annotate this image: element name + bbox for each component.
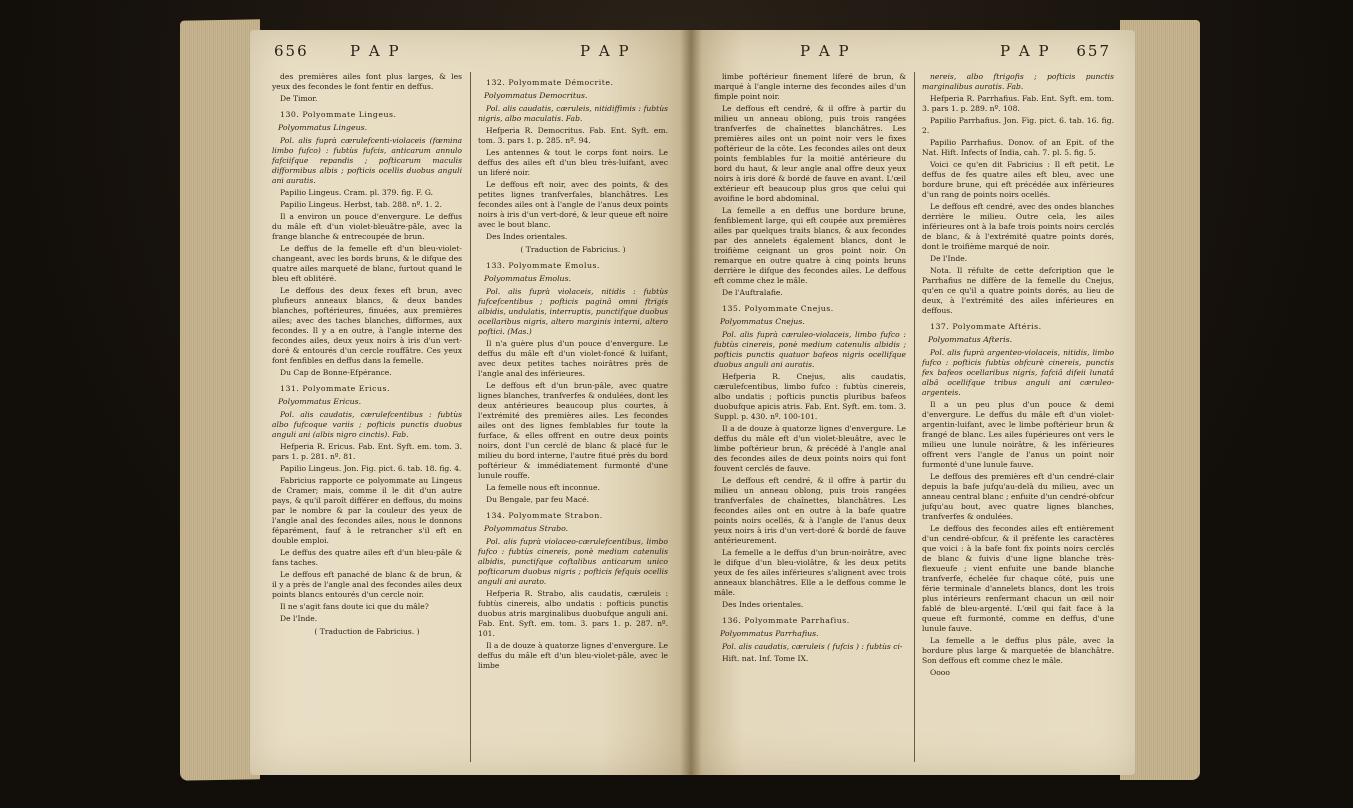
paragraph: Hefperia R. Parrhafius. Fab. Ent. Syft. em. tom. 3. pars 1. p. 289. nº. 108. (922, 94, 1114, 113)
paragraph: Du Bengale, par feu Macé. (486, 495, 590, 504)
latin-diagnosis: Pol. alis fuprà argenteo-violaceis, nitidis, limbo fufco : pofticis fubtùs obfcurè cinereis, punctis fex bafeos ocellaribus nigris, fafciâ difeii lunatâ albâ ocellifque tribus anguli ani cæruleo-argenteis. (922, 348, 1114, 397)
genus-name: Polyommatus Ericus. (278, 397, 362, 406)
paragraph: La femelle a le deffus plus pâle, avec la bordure plus large & marquetée de blanchâtre. Son deffous eft comme chez le mâle. (922, 636, 1114, 665)
attribution: ( Traduction de Fabricius. ) (314, 627, 420, 636)
entry-heading: 137. Polyommate Aftéris. (930, 322, 1042, 331)
genus-name: Polyommatus Strabo. (484, 524, 569, 533)
latin-diagnosis: Pol. alis fuprà violaceis, nitidis : fubtùs fufcefcentibus ; pofticis paginâ omni ftrigis albidis, undulatis, interruptis, punctifque duobus ocellaribus nigris, altero marginis interni, altero poftici. (Mas.) (478, 287, 668, 336)
paragraph: De l'Inde. (930, 254, 968, 263)
paragraph: Papilio Lingeus. Herbst, tab. 288. nº. 1. 2. (280, 200, 442, 209)
paragraph: Le deffous eft cendré, & il offre à partir du milieu un anneau oblong, puis trois rangées tranfverfes de chaînettes blanchâtres. Les premières ailes ont un point noir vers le fixes poftérieur de la côte. Les fecondes ailes ont deux points femblables fur la moitié antérieure du bord du haut, & leur angle anal offre deux yeux noirs à iris doré & bordé de fauve en avant. L'œil extérieur eft beaucoup plus gros que celui qui avoifine le bord abdominal. (714, 104, 906, 203)
paragraph: Le deffous eft cendré, & il offre à partir du milieu un anneau oblong, puis trois rangées tranfverfales de chaînettes, blanchâtres. Les fecondes ailes ont en outre à la bafe quatre points noirs ocellés, & à l'angle de l'anus deux yeux noirs à iris d'un vert-doré & bordé de fauve antérieurement. (714, 476, 906, 545)
paragraph: Fabricius rapporte ce polyommate au Lingeus de Cramer; mais, comme il le dit d'un autre pays, & qu'il paroît différer en deffous, du moins par le nombre & par la couleur des yeux de l'angle anal des fecondes ailes, nous le donnons féparément, fauf à le retrancher s'il eft en double emploi. (272, 476, 462, 545)
paragraph: Le deffous eft cendré, avec des ondes blanches derrière le milieu. Outre cela, les ailes inférieures ont à la bafe trois points noirs cerclés de blanc, & à l'extrémité quatre points dorés, dont le troifième marqué de noir. (922, 202, 1114, 251)
paragraph: Hefperia R. Democritus. Fab. Ent. Syft. em. tom. 3. pars 1. p. 285. nº. 94. (478, 126, 668, 145)
paragraph: Les antennes & tout le corps font noirs. Le deffus des ailes eft d'un bleu très-luifant, avec un liferé noir. (478, 148, 668, 177)
paragraph: des premières ailes font plus larges, & les yeux des fecondes le font fentir en deffus. (272, 72, 462, 91)
genus-name: Polyommatus Parrhafius. (720, 629, 819, 638)
paragraph: Il ne s'agit fans doute ici que du mâle? (280, 602, 429, 611)
paragraph: Hift. nat. Inf. Tome IX. (722, 654, 809, 663)
paragraph: limbe poftérieur finement liferé de brun, & marqué à l'angle interne des fecondes ailes d'un fimple point noir. (714, 72, 906, 101)
paragraph: Il a de douze à quatorze lignes d'envergure. Le deffus du mâle eft d'un bleu-violet-pâle, avec le limbe (478, 641, 668, 670)
paragraph: Hefperia R. Strabo, alis caudatis, cæruleis : fubtùs cinereis, albo undatis : pofticis punctis duobus atris marginalibus duobufque anguli ani. Fab. Ent. Syft. em. tom. 3. pars 1. p. 287. nº. 101. (478, 589, 668, 638)
paragraph: Hefperia R. Ericus. Fab. Ent. Syft. em. tom. 3. pars 1. p. 281. nº. 81. (272, 442, 462, 461)
entry-heading: 132. Polyommate Démocrite. (486, 78, 614, 87)
paragraph: Nota. Il réfulte de cette defcription que le Parrhafius ne diffère de la femelle du Cnejus, qu'en ce qu'il a quatre points dorés, au lieu de deux, à l'extrémité des ailes inférieures en deffous. (922, 266, 1114, 315)
paragraph: Hefperia R. Cnejus, alis caudatis, cærulefcentibus, limbo fufco : fubtùs cinereis, albo undatis ; pofticis punctis pluribus bafeos duobufque apicis atris. Fab. Ent. Syft. em. tom. 3. Suppl. p. 430. nº. 100-101. (714, 372, 906, 421)
paragraph: De l'Inde. (280, 614, 318, 623)
right-page-header (710, 42, 1115, 64)
paragraph: Il a de douze à quatorze lignes d'envergure. Le deffus du mâle eft d'un violet-bleuâtre, avec le limbe poftérieur brun, & précédé à l'angle anal des fecondes ailes de deux points noirs qui font fouvent cerclés de fauve. (714, 424, 906, 473)
paragraph: Du Cap de Bonne-Efpérance. (280, 368, 392, 377)
left-header-title-left: P A P (350, 42, 401, 60)
paragraph: Papilio Lingeus. Jon. Fig. pict. 6. tab. 18. fig. 4. (280, 464, 462, 473)
paragraph: Le deffous eft d'un brun-pâle, avec quatre lignes blanches, tranfverfes & ondulées, dont les deux antérieures beaucoup plus courtes, à l'extrémité des premières ailes. Les fecondes ailes ont des lignes femblables fur toute la furface, & elles offrent en outre deux points noirs, dont l'un cerclé de blanc & placé fur le milieu du bord interne, l'autre fitué près du bord poftérieur & immédiatement furmonté d'une lunule rouffe. (478, 381, 668, 480)
column-rule (914, 72, 915, 762)
paragraph: Il a environ un pouce d'envergure. Le deffus du mâle eft d'un violet-bleuâtre-pâle, avec la frange blanche & entrecoupée de brun. (272, 212, 462, 241)
paragraph: La femelle a en deffus une bordure brune, fenfiblement large, qui eft coupée aux premières ailes par quelques traits blancs, & aux fecondes par des annelets également blancs, dont le troifième ceignant un gros point noir. On remarque en outre quatre à cinq points bruns derrière le difque des fecondes ailes. Le deffous eft comme chez le mâle. (714, 206, 906, 285)
book-gutter (680, 30, 702, 775)
paragraph: Le deffous des fecondes ailes eft entièrement d'un cendré-obfcur, & il préfente les caractères que voici : à la bafe font fix points noirs cerclés de blanc & fuivis d'une ligne blanche très-flexueufe ; vient enfuite une bande blanche tranfverfe, échelée fur chaque côté, puis une férie terminale d'annelets blancs, dont les trois plus intérieurs renfermant chacun un œil noir fablé de bleu-argenté. L'œil qui fait face à la queue eft furmonté, comme en deffus, d'une lunule fauve. (922, 524, 1114, 633)
left-page-column-2 (478, 72, 668, 673)
right-page (690, 30, 1135, 775)
genus-name: Polyommatus Cnejus. (720, 317, 805, 326)
paragraph: Papilio Lingeus. Cram. pl. 379. fig. F. G. (280, 188, 434, 197)
genus-name: Polyommatus Democritus. (484, 91, 588, 100)
paragraph: Le deffous des deux fexes eft brun, avec plufieurs anneaux blancs, & deux bandes blanches, poftérieures, finuées, aux premières ailes; avec des taches blanches, difformes, aux fecondes. Il y a en outre, à l'angle interne des fecondes ailes, deux yeux noirs à iris d'un vert-doré & entourés d'un cercle rouffâtre. Ces yeux font fenfibles en deffus dans la femelle. (272, 286, 462, 365)
paragraph: Le deffous eft panaché de blanc & de brun, & il y a près de l'angle anal des fecondes ailes deux points blancs entourés d'un cercle noir. (272, 570, 462, 599)
paragraph: La femelle nous eft inconnue. (486, 483, 600, 492)
left-page-column-1 (272, 72, 462, 640)
paragraph: Le deffus des quatre ailes eft d'un bleu-pâle & fans taches. (272, 548, 462, 567)
entry-heading: 136. Polyommate Parrhafius. (722, 616, 850, 625)
entry-heading: 134. Polyommate Strabon. (486, 511, 603, 520)
left-page-number: 656 (274, 42, 309, 60)
entry-heading: 133. Polyommate Emolus. (486, 261, 600, 270)
genus-name: Polyommatus Lingeus. (278, 123, 368, 132)
column-rule (470, 72, 471, 762)
right-page-number: 657 (1076, 42, 1111, 60)
right-header-title-left: P A P (800, 42, 851, 60)
genus-name: Polyommatus Afteris. (928, 335, 1013, 344)
paragraph: Le deffus de la femelle eft d'un bleu-violet-changeant, avec les bords bruns, & le difque des quatre ailes marqueté de blanc, furtout quand le bleu eft oblitéré. (272, 244, 462, 283)
paragraph: De l'Auftralafie. (722, 288, 783, 297)
paragraph: Voici ce qu'en dit Fabricius : Il eft petit. Le deffus de fes quatre ailes eft bleu, avec une bordure brune, qui eft précédée aux inférieures d'un rang de points noirs ocellés. (922, 160, 1114, 199)
latin-diagnosis: Pol. alis caudatis, cærulefcentibus : fubtùs albo fufcoque variis ; pofticis punctis duobus anguli ani (albis nigro cinctis). Fab. (272, 410, 462, 439)
page-edges-left (180, 19, 260, 780)
paragraph: Le deffous des premières eft d'un cendré-clair depuis la bafe jufqu'au-delà du milieu, avec un anneau central blanc ; enfuite d'un cendré-obfcur jufqu'au bout, avec quatre lignes blanches, tranfverfes & ondulées. (922, 472, 1114, 521)
paragraph: Papilio Parrhafius. Jon. Fig. pict. 6. tab. 16. fig. 2. (922, 116, 1114, 135)
latin-diagnosis: nereis, albo ftrigofis ; pofticis punctis marginalibus auratis. Fab. (922, 72, 1114, 91)
left-header-title-right: P A P (580, 42, 631, 60)
latin-diagnosis: Pol. alis caudatis, cæruleis, nitidiffimis : fubtùs nigris, albo maculatis. Fab. (478, 104, 668, 123)
right-header-title-right: P A P (1000, 42, 1051, 60)
attribution: ( Traduction de Fabricius. ) (520, 245, 626, 254)
paragraph: Il a un peu plus d'un pouce & demi d'envergure. Le deffus du mâle eft d'un violet-argentin-luifant, avec le limbe poftérieur brun & frangé de blanc. Les ailes fupérieures ont vers le milieu une lunule noirâtre, & les inférieures offrent vers l'angle de l'anus un point noir furmonté d'une lunule fauve. (922, 400, 1114, 469)
paragraph: Des Indes orientales. (486, 232, 568, 241)
paragraph: La femelle a le deffus d'un brun-noirâtre, avec le difque d'un bleu-violâtre, & les deux petits yeux de fes ailes inférieures s'alignent avec trois anneaux blanchâtres. Elle a le deffous comme le mâle. (714, 548, 906, 597)
paragraph: Le deffous eft noir, avec des points, & des petites lignes tranfverfales, blanchâtres. Les fecondes ailes ont à l'angle de l'anus deux points noirs à iris d'un vert-doré, & leur queue eft noire avec le bout blanc. (478, 180, 668, 229)
left-page (250, 30, 690, 775)
latin-diagnosis: Pol. alis fuprà cæruleo-violaceis, limbo fufco : fubtùs cinereis, ponè medium catenulis albidis ; pofticis punctis quatuor bafeos nigris ocellifque duobus anguli ani auratis. (714, 330, 906, 369)
right-page-column-1 (714, 72, 906, 666)
entry-heading: 131. Polyommate Ericus. (280, 384, 390, 393)
paragraph: De Timor. (280, 94, 318, 103)
latin-diagnosis: Pol. alis fuprà violaceo-cærulefcentibus, limbo fufco : fubtùs cinereis, ponè medium catenulis albidis, punctifque coftalibus anticarum unico pofticarum duobus nigris ; pofticis fefquis ocellis anguli ani aurato. (478, 537, 668, 586)
latin-diagnosis: Pol. alis caudatis, cæruleis ( fufcis ) : fubtùs ci- (722, 642, 903, 651)
paragraph: Oooo (930, 668, 950, 677)
left-page-header (270, 42, 670, 64)
paragraph: Des Indes orientales. (722, 600, 804, 609)
genus-name: Polyommatus Emolus. (484, 274, 572, 283)
right-page-column-2 (922, 72, 1114, 680)
entry-heading: 130. Polyommate Lingeus. (280, 110, 397, 119)
entry-heading: 135. Polyommate Cnejus. (722, 304, 834, 313)
paragraph: Papilio Parrhafius. Donov. of an Epit. of the Nat. Hift. Infects of India, cah. 7. pl. 5. fig. 5. (922, 138, 1114, 157)
latin-diagnosis: Pol. alis fuprà cærulefcenti-violaceis (fœmina limbo fufco) : fubtùs fufcis, anticarum annulo fafciifque repandis ; pofticarum maculis difformibus albis ; pofticis ocellis duobus anguli ani auratis. (272, 136, 462, 185)
paragraph: Il n'a guère plus d'un pouce d'envergure. Le deffus du mâle eft d'un violet-foncé & luifant, avec deux petites taches noirâtres près de l'angle anal des inférieures. (478, 339, 668, 378)
